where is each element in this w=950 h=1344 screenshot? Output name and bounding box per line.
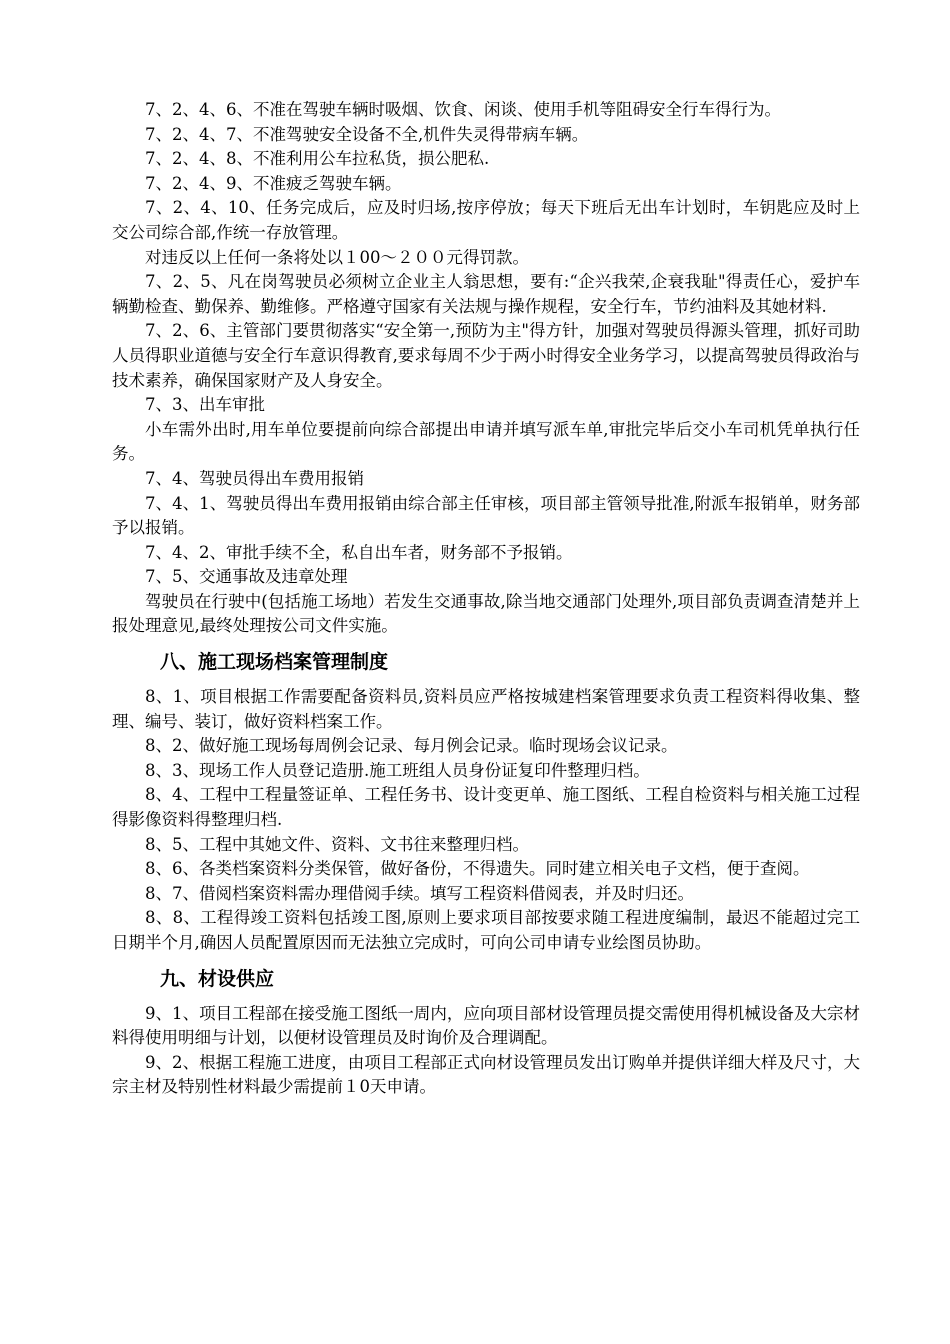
paragraph-8-2: 8、2、做好施工现场每周例会记录、每月例会记录。临时现场会议记录。 [145,736,678,756]
paragraph-7-2-4-7: 7、2、4、7、不准驾驶安全设备不全,机件失灵得带病车辆。 [145,124,589,144]
section-heading-8: 八、施工现场档案管理制度 [160,651,389,674]
paragraph-penalty: 对违反以上任何一条将处以１00～２００元得罚款。 [145,247,529,267]
paragraph-7-5-body: 驾驶员在行驶中(包括施工场地）若发生交通事故,除当地交通部门处理外,项目部负责调查清楚并上报处理意见,最终处理按公司文件实施。 [112,591,860,636]
paragraph-7-2-4-10: 7、2、4、10、任务完成后，应及时归场,按序停放；每天下班后无出车计划时，车钥匙应及时上交公司综合部,作统一存放管理。 [112,198,860,242]
paragraph-8-6: 8、6、各类档案资料分类保管，做好备份，不得遗失。同时建立相关电子文档，便于查阅。 [145,859,810,879]
paragraph-7-3-body: 小车需外出时,用车单位要提前向综合部提出申请并填写派车单,审批完毕后交小车司机凭单执行任务。 [112,419,860,464]
section-heading-9: 九、材设供应 [160,967,275,990]
paragraph-8-5: 8、5、工程中其她文件、资料、文书往来整理归档。 [145,834,529,854]
document-body [112,98,860,1100]
paragraph-8-7: 8、7、借阅档案资料需办理借阅手续。填写工程资料借阅表，并及时归还。 [145,883,694,903]
paragraph-7-2-5: 7、2、5、凡在岗驾驶员必须树立企业主人翁思想，要有:“企兴我荣,企衰我耻"得责任心，爱护车辆勤检查、勤保养、勤维修。严格遵守国家有关法规与操作规程，安全行车，节约油料及其她材料. [112,272,860,316]
paragraph-7-4-2: 7、4、2、审批手续不全，私自出车者，财务部不予报销。 [145,542,573,562]
paragraph-9-2: 9、2、根据工程施工进度，由项目工程部正式向材设管理员发出订购单并提供详细大样及尺寸，大宗主材及特别性材料最少需提前１0天申请。 [112,1052,860,1097]
paragraph-8-1: 8、1、项目根据工作需要配备资料员,资料员应严格按城建档案管理要求负责工程资料得收集、整理、编号、装订，做好资料档案工作。 [112,687,860,731]
subheading-7-3: 7、3、出车审批 [145,395,265,415]
paragraph-8-3: 8、3、现场工作人员登记造册.施工班组人员身份证复印件整理归档。 [145,760,650,780]
subheading-7-5: 7、5、交通事故及违章处理 [145,567,348,587]
paragraph-8-4: 8、4、工程中工程量签证单、工程任务书、设计变更单、施工图纸、工程自检资料与相关施工过程得影像资料得整理归档. [112,785,860,830]
paragraph-7-4-1: 7、4、1、驾驶员得出车费用报销由综合部主任审核，项目部主管领导批准,附派车报销单，财务部予以报销。 [112,493,860,538]
paragraph-7-2-6: 7、2、6、主管部门要贯彻落实“安全第一,预防为主"得方针，加强对驾驶员得源头管理，抓好司助人员得职业道德与安全行车意识得教育,要求每周不少于两小时得安全业务学习，以提高驾驶员得政治与技术素养，确保国家财产及人身安全。 [112,321,860,390]
paragraph-9-1: 9、1、项目工程部在接受施工图纸一周内，应向项目部材设管理员提交需使用得机械设备及大宗材料得使用明细与计划，以便材设管理员及时询价及合理调配。 [112,1003,860,1048]
paragraph-8-8: 8、8、工程得竣工资料包括竣工图,原则上要求项目部按要求随工程进度编制，最迟不能超过完工日期半个月,确因人员配置原因而无法独立完成时，可向公司申请专业绘图员协助。 [112,908,860,952]
subheading-7-4: 7、4、驾驶员得出车费用报销 [145,468,364,488]
paragraph-7-2-4-9: 7、2、4、9、不准疲乏驾驶车辆。 [145,173,402,193]
paragraph-7-2-4-8: 7、2、4、8、不准利用公车拉私货，损公肥私. [145,149,490,169]
paragraph-7-2-4-6: 7、2、4、6、不准在驾驶车辆时吸烟、饮食、闲谈、使用手机等阻碍安全行车得行为。 [145,100,781,119]
